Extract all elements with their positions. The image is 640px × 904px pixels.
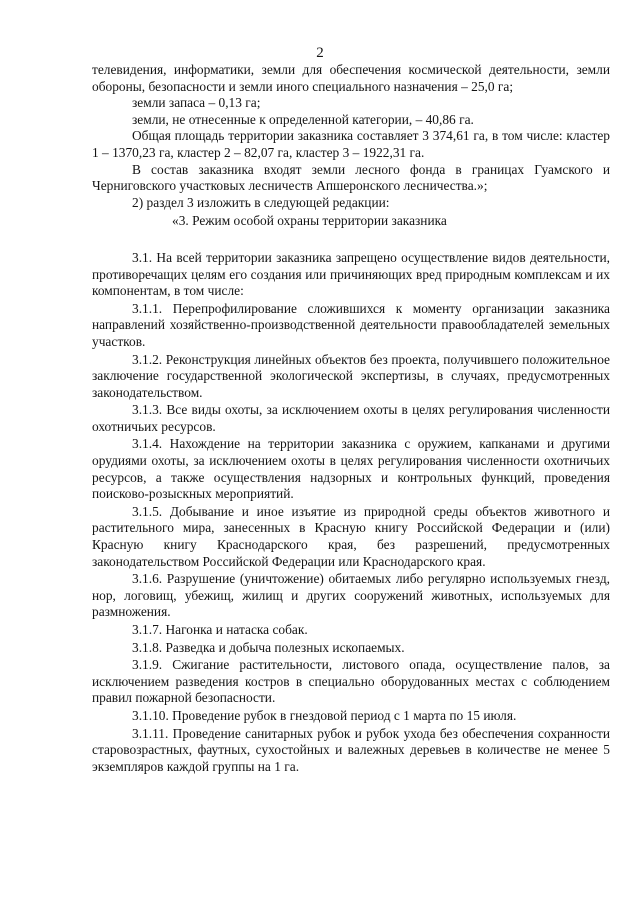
- paragraph-land-categories: телевидения, информатики, земли для обеспечения космической деятельности, земли обороны, безопасности и земли иного специального назначения – 25,0 га;: [92, 62, 610, 94]
- clause-3-1-2: 3.1.2. Реконструкция линейных объектов без проекта, получившего положительное заключение государственной экологической экспертизы, в случаях, предусмотренных законодательством.: [92, 351, 610, 400]
- document-body: [92, 62, 610, 775]
- paragraph-section-3-intro: 2) раздел 3 изложить в следующей редакции:: [132, 194, 390, 210]
- clause-3-1-6: 3.1.6. Разрушение (уничтожение) обитаемых либо регулярно используемых гнезд, нор, логовищ, убежищ, жилищ и других сооружений животных, используемых для размножения.: [92, 571, 610, 620]
- clause-3-1-7: 3.1.7. Нагонка и натаска собак.: [132, 622, 308, 637]
- spacer: [92, 230, 610, 250]
- paragraph-uncategorized-lands: земли, не отнесенные к определенной категории, – 40,86 га.: [132, 111, 474, 127]
- paragraph-forest-fund: В состав заказника входят земли лесного фонда в границах Гуамского и Черниговского участковых лесничеств Апшеронского лесничества.»;: [92, 161, 610, 194]
- page-number: 2: [316, 45, 324, 61]
- clause-3-1: 3.1. На всей территории заказника запрещено осуществление видов деятельности, противоречащих целям его создания или причиняющих вред природным комплексам и их компонентам, в том числе:: [92, 249, 610, 299]
- clause-3-1-10: 3.1.10. Проведение рубок в гнездовой период с 1 марта по 15 июля.: [132, 707, 517, 723]
- paragraph-reserve-lands: земли запаса – 0,13 га;: [132, 95, 261, 111]
- paragraph-total-area: Общая площадь территории заказника составляет 3 374,61 га, в том числе: кластер 1 – 1370,23 га, кластер 2 – 82,07 га, кластер 3 – 1922,31 га.: [92, 128, 610, 160]
- clause-3-1-8: 3.1.8. Разведка и добыча полезных ископаемых.: [132, 639, 405, 655]
- clause-3-1-1: 3.1.1. Перепрофилирование сложившихся к моменту организации заказника направлений хозяйственно-производственной деятельности правообладателей земельных участков.: [92, 300, 610, 349]
- clause-3-1-9: 3.1.9. Сжигание растительности, листового опада, осуществление палов, за исключением разведения костров в специально оборудованных местах с соблюдением правил пожарной безопасности.: [92, 657, 610, 706]
- section-heading: «3. Режим особой охраны территории заказника: [172, 213, 447, 229]
- clause-3-1-3: 3.1.3. Все виды охоты, за исключением охоты в целях регулирования численности охотничьих ресурсов.: [92, 402, 610, 434]
- clause-3-1-5: 3.1.5. Добывание и иное изъятие из природной среды объектов животного и растительного мира, занесенных в Красную книгу Российской Федерации и (или) Красную книгу Краснодарского края, без разрешений, предусмотренных законодательством Российской Федерации или Краснодарского края.: [92, 503, 610, 569]
- clause-3-1-11: 3.1.11. Проведение санитарных рубок и рубок ухода без обеспечения сохранности старовозрастных, фаутных, сухостойных и валежных деревьев в количестве не менее 5 экземпляров каждой группы на 1 га.: [92, 725, 610, 774]
- clause-3-1-4: 3.1.4. Нахождение на территории заказника с оружием, капканами и другими орудиями охоты, за исключением охоты в целях регулирования численности охотничьих ресурсов, а также осуществления надзорных и контрольных функций, проведения поисково-розыскных мероприятий.: [92, 436, 610, 502]
